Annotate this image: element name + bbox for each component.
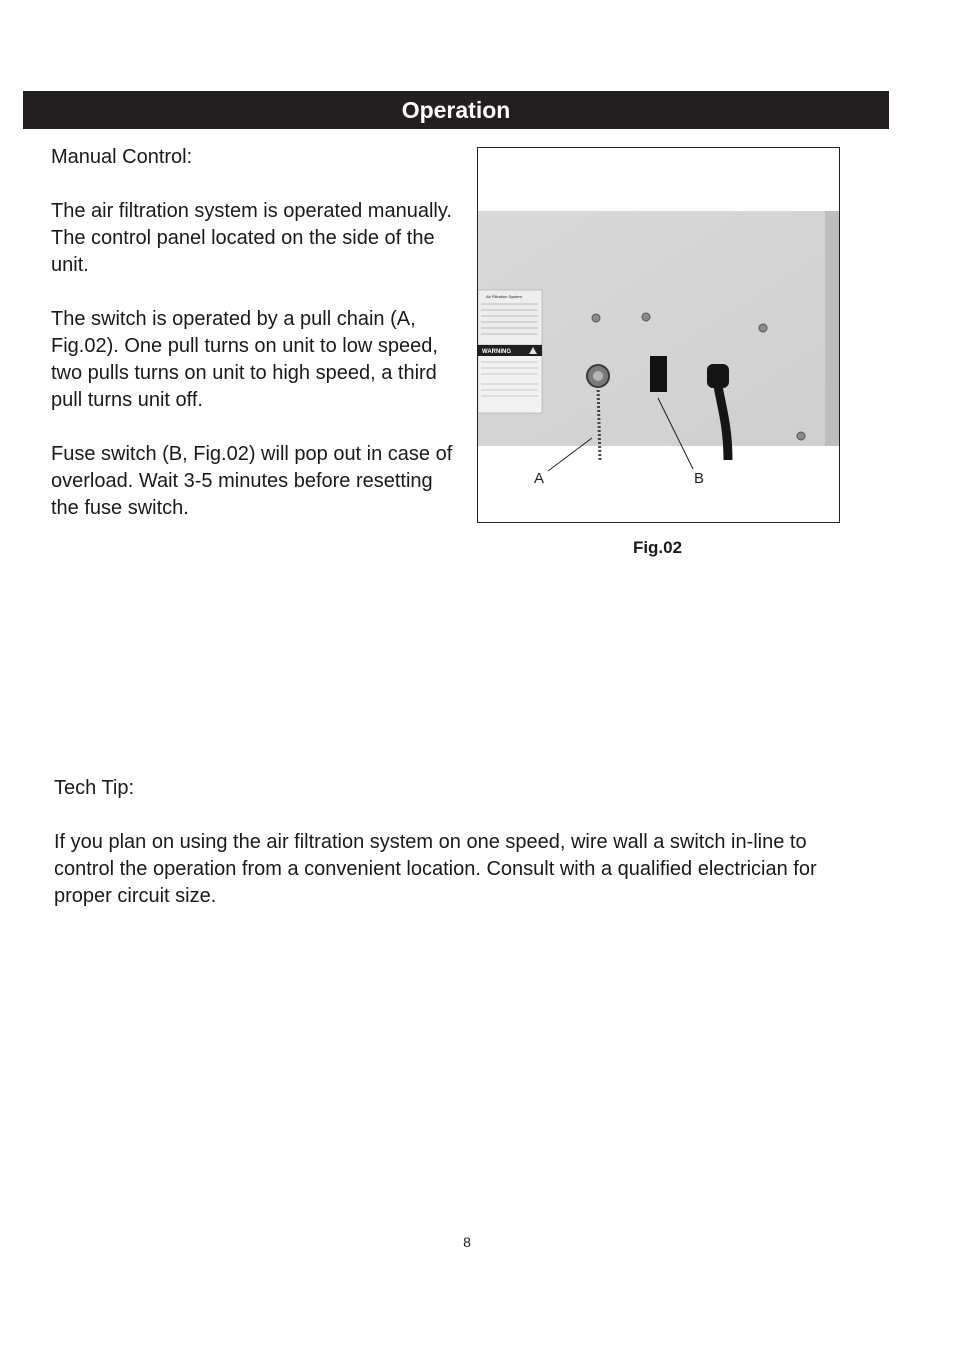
rating-plate	[478, 290, 542, 346]
screw-icon	[759, 324, 767, 332]
control-panel-illustration	[478, 148, 839, 522]
warning-sticker	[478, 345, 542, 413]
screw-icon	[797, 432, 805, 440]
warning-label: WARNING	[482, 349, 511, 355]
figure-caption: Fig.02	[632, 538, 683, 557]
callout-label-a: A	[534, 470, 545, 487]
panel-edge	[825, 211, 839, 446]
tech-tip-section	[54, 775, 844, 937]
manual-control-paragraph-3: Fuse switch (B, Fig.02) will pop out in case of overload. Wait 3-5 minutes before resetting the fuse switch.	[51, 443, 453, 519]
figure-02-photo	[477, 147, 840, 523]
screw-icon	[592, 314, 600, 322]
manual-control-section	[51, 144, 456, 549]
tech-tip-heading: Tech Tip:	[54, 777, 135, 799]
plate-title: Air Filtration System	[486, 294, 522, 299]
tech-tip-body: If you plan on using the air filtration system on one speed, wire wall a switch in-line to control the operation from a convenient location. Consult with a qualified electrician for proper circuit size.	[54, 831, 817, 907]
section-header	[23, 91, 889, 129]
manual-control-heading: Manual Control:	[51, 146, 193, 168]
callout-label-b: B	[694, 470, 705, 487]
manual-control-paragraph-1: The air filtration system is operated manually. The control panel located on the side of the unit.	[51, 200, 452, 276]
screw-icon	[642, 313, 650, 321]
section-title: Operation	[401, 96, 511, 123]
manual-control-paragraph-2: The switch is operated by a pull chain (A, Fig.02). One pull turns on unit to low speed, two pulls turns on unit to high speed, a third pull turns unit off.	[51, 308, 438, 411]
page-number: 8	[463, 1234, 471, 1250]
fuse-switch	[650, 356, 667, 392]
